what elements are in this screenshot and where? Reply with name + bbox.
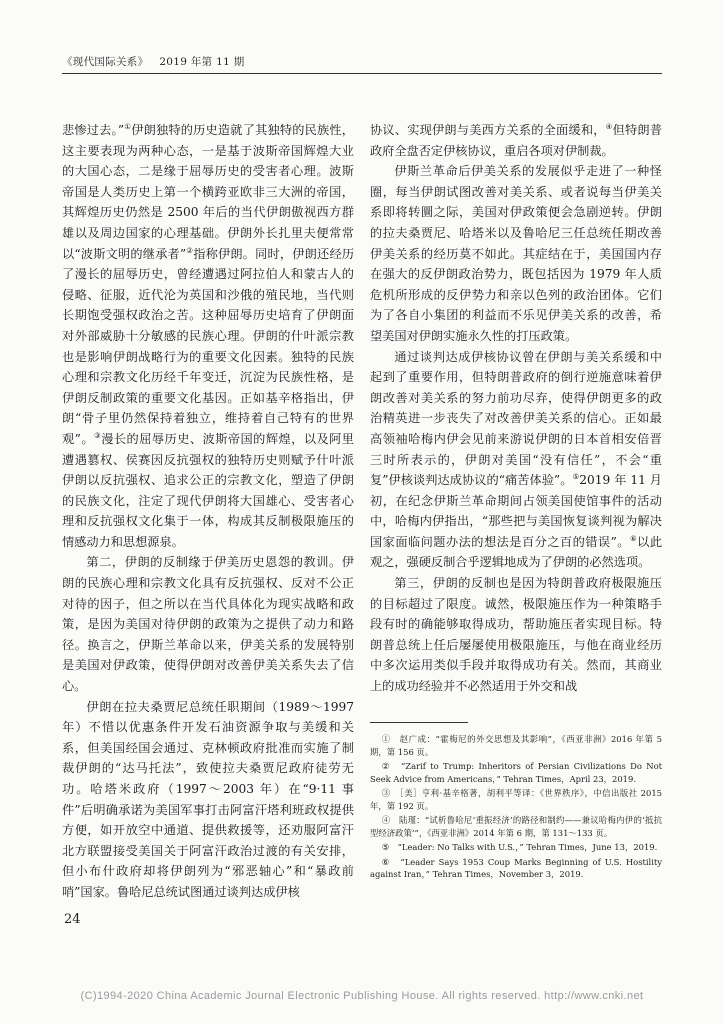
footnote-item: ④ 陆瑾：“试析鲁哈尼‘重振经济’的路径和制约——兼议哈梅内伊的‘抵抗型经济政策’”，《西亚非洲》2014 年第 6 期，第 131～133 页。 [370, 815, 662, 839]
paragraph [62, 552, 354, 696]
body-text: 指称伊朗。同时，伊朗还经历了漫长的屈辱历史，曾经遭遇过阿拉伯人和蒙古人的侵略、征服，近代沦为英国和沙俄的殖民地，当代则长期饱受强权政治之苦。这种屈辱历史培育了伊朗面对外部威胁十分敏感的民族心理。伊朗的什叶派宗教也是影响伊朗战略行为的重要文化因素。独特的民族心理和宗教文化历经千年变迁，沉淀为民族性格，是伊朗反制政策的重要文化基因。正如基辛格指出，伊朗“骨子里仍然保持着独立，维持着自己特有的世界观”。 [62, 246, 355, 446]
paragraph [370, 573, 662, 697]
journal-title: 《现代国际关系》 [62, 56, 149, 68]
body-text: 伊朗独特的历史造就了其独特的民族性，这主要表现为两种心态，一是基于波斯帝国辉煌大业的大国心态，二是缘于屈辱历史的受害者心理。波斯帝国是人类历史上第一个横跨亚欧非三大洲的帝国，其辉煌历史仍然是 2500 年后的当代伊朗傲视西方群雄以及周边国家的心理基础。伊朗外长扎里夫便常常以“波斯文明的继承者” [62, 123, 354, 261]
footnote-item: ⑤ “Leader: No Talks with U.S.，” Tehran Times，June 13，2019. [381, 842, 658, 853]
paragraph [62, 697, 354, 903]
footnote-marker: ⑤ [572, 472, 580, 482]
footnote-item: ② “Zarif to Trump: Inheritors of Persian Civilizations Do Not Seek Advice from Americans，” Tehran Times，April 23，2019. [370, 761, 662, 784]
right-column [370, 120, 662, 697]
body-text: 伊朗在拉夫桑贾尼总统任职期间（1989～1997 年）不惜以优惠条件开发石油资源争取与美缓和关系，但美国经国会通过、克林顿政府批准而实施了制裁伊朗的“达马托法”，致使拉夫桑贾尼政府徒劳无功。哈塔米政府（1997～2003 年）在“9·11 事件”后明确承诺为美国军事打击阿富汗塔利班政权提供方便，如开放空中通道、提供救援等，还劝服阿富汗北方联盟接受美国关于阿富汗政治过渡的有关安排，但小布什政府却将伊朗列为“邪恶轴心”和“暴政前哨”国家。鲁哈尼总统试图通过谈判达成伊核 [62, 699, 354, 899]
body-text: 但特朗普政府全盘否定伊核协议，重启各项对伊制裁。 [370, 123, 663, 158]
left-column [62, 120, 354, 903]
body-text: 悲惨过去。” [62, 123, 125, 137]
body-text: 第三，伊朗的反制也是因为特朗普政府极限施压的目标超过了限度。诚然，极限施压作为一种策略手段有时的确能够取得成功，帮助施压者实现目标。特朗普总统上任后屡屡使用极限施压，与他在商业经历中多次运用类似手段并取得成功有关。然而，其商业上的成功经验并不必然适用于外交和战 [370, 576, 662, 694]
footnote-marker: ① [124, 121, 132, 131]
footnote-item: ③ ［美］亨利·基辛格著，胡利平等译：《世界秩序》，中信出版社 2015 年，第 192 页。 [370, 788, 662, 811]
body-text: 以此观之，强硬反制合乎逻辑地成为了伊朗的必然选项。 [370, 534, 663, 570]
body-text: 漫长的屈辱历史、波斯帝国的辉煌，以及阿里遭遇篡权、侯赛因反抗强权的独特历史则赋予什叶派伊朗以反抗强权、追求公正的宗教文化，塑造了伊朗的民族文化，注定了现代伊朗将大国雄心、受害者心理和反抗强权文化集于一体，构成其反制极限施压的情感动力和思想源泉。 [62, 431, 354, 549]
footnote-marker: ② [186, 245, 194, 255]
footnote-marker: ④ [605, 121, 613, 131]
issue-label: 2019 年第 11 期 [159, 56, 245, 68]
paragraph [370, 120, 662, 161]
footnote-item: ⑥ “Leader Says 1953 Coup Marks Beginning of U.S. Hostility against Iran，” Tehran Times，November 3，2019. [370, 856, 662, 880]
body-text: 伊斯兰革命后伊美关系的发展似乎走进了一种怪圈，每当伊朗试图改善对美关系、或者说每当伊美关系即将转圜之际，美国对伊政策便会急剧逆转。伊朗的拉夫桑贾尼、哈塔米以及鲁哈尼三任总统任期改善伊美关系的经历莫不如此。其症结在于，美国国内存在强大的反伊朗政治势力，既包括因为 1979 年人质危机所形成的反伊势力和亲以色列的政治团体。它们为了各自小集团的利益而不乐见伊美关系的改善，希望美国对伊朗实施永久性的打压政策。 [370, 164, 662, 343]
body-text: 协议、实现伊朗与美西方关系的全面缓和， [370, 123, 606, 137]
copyright-notice: (C)1994-2020 China Academic Journal Electronic Publishing House. All rights reserved. http://www.cnki.net [80, 990, 644, 1002]
footnote-item: ① 赵广成：“霍梅尼的外交思想及其影响”，《西亚非洲》2016 年第 5 期，第 156 页。 [370, 734, 662, 757]
footnote-marker: ③ [94, 430, 102, 440]
body-text: 第二，伊朗的反制缘于伊美历史恩怨的教训。伊朗的民族心理和宗教文化具有反抗强权、反对不公正对待的因子，但之所以在当代具体化为现实战略和政策，是因为美国对待伊朗的政策为之提供了动力和路径。换言之，伊斯兰革命以来，伊美关系的发展特别是美国对伊政策，使得伊朗对改善伊美关系失去了信心。 [62, 555, 354, 694]
paragraph [62, 120, 354, 552]
running-header [62, 54, 662, 69]
header-rule [62, 73, 662, 74]
page-number: 24 [64, 912, 81, 927]
paragraph [370, 347, 662, 574]
body-text: 通过谈判达成伊核协议曾在伊朗与美关系缓和中起到了重要作用，但特朗普政府的倒行逆施意味着伊朗改善对美关系的努力前功尽弃，使得伊朗更多的政治精英进一步丧失了对改善伊美关系的信心。正如最高领袖哈梅内伊会见前来游说伊朗的日本首相安倍晋三时所表示的，伊朗对美国“没有信任”，不会“重复”伊核谈判达成协议的“痛苦体验”。 [370, 349, 662, 488]
footnotes [370, 733, 662, 883]
footnote-marker: ⑥ [629, 533, 638, 543]
body-text: 2019 年 11 月初，在纪念伊斯兰革命期间占领美国使馆事件的活动中，哈梅内伊指出，“那些把与美国恢复谈判视为解决国家面临问题办法的想法是百分之百的错误”。 [370, 473, 662, 549]
paragraph [370, 161, 662, 346]
footnote-rule [370, 722, 468, 723]
